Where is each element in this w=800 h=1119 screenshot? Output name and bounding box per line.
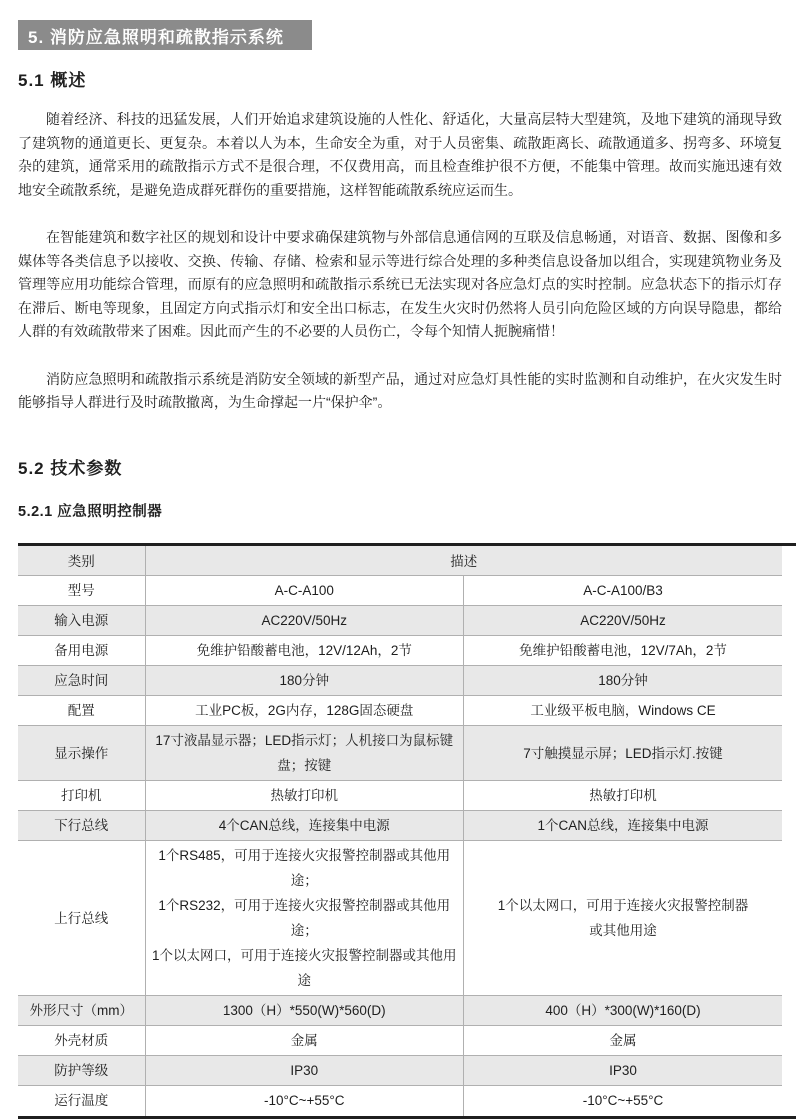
cell-model-a [145, 781, 464, 811]
cell-model-b [464, 726, 783, 781]
table-row [18, 1086, 782, 1116]
cell-line: 运行温度 [54, 1093, 109, 1109]
cell-line: 工业PC板，2G内存，128G固态硬盘 [195, 703, 414, 718]
cell-model-a [145, 841, 464, 996]
cell-line: -10°C~+55°C [263, 1093, 345, 1109]
cell-model-a [145, 811, 464, 841]
cell-model-a [145, 726, 464, 781]
cell-line: 金属 [290, 1033, 318, 1048]
cell-line: 1个RS232，可用于连接火灾报警控制器或其他用途； [158, 898, 451, 938]
row-label [18, 811, 145, 841]
table-row [18, 726, 782, 781]
cell-line: 外壳材质 [54, 1033, 109, 1048]
cell-line: 免维护铅酸蓄电池，12V/7Ah，2节 [519, 643, 727, 658]
cell-line: A-C-A100/B3 [583, 583, 663, 598]
table-row [18, 811, 782, 841]
cell-line: AC220V/50Hz [580, 613, 666, 628]
cell-model-b [464, 781, 783, 811]
cell-line: 免维护铅酸蓄电池，12V/12Ah，2节 [196, 643, 412, 658]
cell-line: 防护等级 [54, 1063, 109, 1078]
cell-model-a [145, 576, 464, 606]
cell-line: 7寸触摸显示屏；LED指示灯.按键 [523, 745, 723, 761]
table-row [18, 666, 782, 696]
cell-line: 180分钟 [279, 673, 330, 688]
cell-model-a [145, 1056, 464, 1086]
header-category: 类别 [18, 546, 145, 576]
cell-model-b [464, 636, 783, 666]
table-row [18, 781, 782, 811]
cell-model-b [464, 1086, 783, 1116]
cell-model-b [464, 1056, 783, 1086]
row-label [18, 696, 145, 726]
overview-paragraph: 在智能建筑和数字社区的规划和设计中要求确保建筑物与外部信息通信网的互联及信息畅通，对语音、数据、图像和多媒体等各类信息予以接收、交换、传输、存储、检索和显示等进行综合处理的多种类信息设备加以组合，实现建筑物业务及管理等应用功能综合管理，而原有的应急照明和疏散指示系统已无法实现对各应急灯点的实时控制。应急状态下的指示灯存在滞后、断电等现象，且固定方向式指示灯和安全出口标志，在发生火灾时仍然将人员引向危险区域的方向误导隐患，都给人群的有效疏散带来了困难。因此而产生的不必要的人员伤亡，令每个知情人扼腕痛惜！ [18, 229, 782, 339]
cell-line: 1个RS485，可用于连接火灾报警控制器或其他用途； [158, 848, 451, 888]
row-label [18, 606, 145, 636]
row-label [18, 781, 145, 811]
overview-heading: 5.1 概述 [18, 71, 87, 90]
cell-line: 外形尺寸（mm） [29, 1003, 133, 1018]
spec-table-wrap [18, 543, 796, 1119]
cell-model-b [464, 841, 783, 996]
cell-line: IP30 [290, 1063, 319, 1078]
cell-line: 上行总线 [54, 910, 109, 926]
cell-line: 应急时间 [54, 673, 109, 688]
cell-line: AC220V/50Hz [261, 613, 348, 628]
cell-line: 1300（H）*550(W)*560(D) [222, 1003, 386, 1018]
cell-model-b [464, 576, 783, 606]
row-label [18, 1086, 145, 1116]
cell-model-b [464, 996, 783, 1026]
cell-line: 1个CAN总线，连接集中电源 [537, 818, 709, 833]
table-row [18, 606, 782, 636]
cell-line: 1个以太网口，可用于连接火灾报警控制器或其他用途 [151, 948, 457, 988]
table-row [18, 696, 782, 726]
spec-table [18, 546, 782, 1116]
cell-model-b [464, 696, 783, 726]
cell-model-a [145, 996, 464, 1026]
row-label [18, 726, 145, 781]
controller-subheading: 5.2.1 应急照明控制器 [18, 503, 163, 520]
cell-line: 备用电源 [54, 643, 109, 658]
cell-line: 打印机 [61, 788, 102, 803]
cell-line: 17寸液晶显示器；LED指示灯；人机接口为鼠标键盘；按键 [155, 733, 454, 773]
row-label [18, 636, 145, 666]
table-row [18, 636, 782, 666]
row-label [18, 666, 145, 696]
cell-line: 4个CAN总线，连接集中电源 [218, 818, 390, 833]
cell-line: -10°C~+55°C [582, 1093, 664, 1109]
cell-line: 配置 [67, 703, 95, 718]
document-page [18, 20, 782, 1119]
row-label [18, 996, 145, 1026]
section-title: 5. 消防应急照明和疏散指示系统 [28, 27, 284, 47]
cell-line: 显示操作 [54, 745, 109, 761]
cell-model-a [145, 1026, 464, 1056]
cell-line: 金属 [609, 1033, 637, 1048]
table-row [18, 576, 782, 606]
row-label [18, 576, 145, 606]
cell-line: 型号 [67, 583, 95, 598]
row-label [18, 1026, 145, 1056]
cell-line: 热敏打印机 [270, 788, 338, 803]
tech-params-heading: 5.2 技术参数 [18, 458, 123, 478]
cell-line: 400（H）*300(W)*160(D) [545, 1003, 701, 1018]
cell-line: 下行总线 [54, 818, 109, 833]
header-description: 描述 [450, 554, 478, 570]
cell-line: 1个以太网口，可用于连接火灾报警控制器 [497, 898, 749, 913]
overview-text [18, 108, 782, 415]
overview-paragraph: 消防应急照明和疏散指示系统是消防安全领域的新型产品，通过对应急灯具性能的实时监测和自动维护，在火灾发生时能够指导人群进行及时疏散撤离，为生命撑起一片“保护伞”。 [18, 370, 782, 410]
table-row [18, 1056, 782, 1086]
table-row [18, 841, 782, 996]
cell-model-a [145, 636, 464, 666]
cell-model-a [145, 696, 464, 726]
cell-model-b [464, 1026, 783, 1056]
row-label [18, 1056, 145, 1086]
cell-line: 输入电源 [54, 613, 109, 628]
table-row [18, 1026, 782, 1056]
cell-line: 工业级平板电脑，Windows CE [530, 703, 716, 718]
overview-paragraph: 随着经济、科技的迅猛发展，人们开始追求建筑设施的人性化、舒适化，大量高层特大型建筑，及地下建筑的涌现导致了建筑物的通道更长、更复杂。本着以人为本，生命安全为重，对于人员密集、疏散距离长、疏散通道多、拐弯多、环境复杂的建筑，通常采用的疏散指示方式不是很合理，不仅费用高，而且检查维护很不方便，不能集中管理。故而实施迅速有效地安全疏散系统，是避免造成群死群伤的重要措施，这样智能疏散系统应运而生。 [18, 111, 782, 198]
table-row [18, 996, 782, 1026]
cell-model-b [464, 811, 783, 841]
cell-line: 热敏打印机 [589, 788, 657, 803]
cell-model-a [145, 1086, 464, 1116]
table-header-row [18, 546, 782, 576]
cell-model-b [464, 606, 783, 636]
row-label [18, 841, 145, 996]
cell-line: 180分钟 [598, 673, 648, 688]
cell-model-b [464, 666, 783, 696]
cell-line: A-C-A100 [274, 583, 334, 598]
section-banner [18, 20, 312, 50]
cell-model-a [145, 666, 464, 696]
cell-model-a [145, 606, 464, 636]
cell-line: IP30 [609, 1063, 637, 1078]
cell-line: 或其他用途 [589, 923, 657, 938]
